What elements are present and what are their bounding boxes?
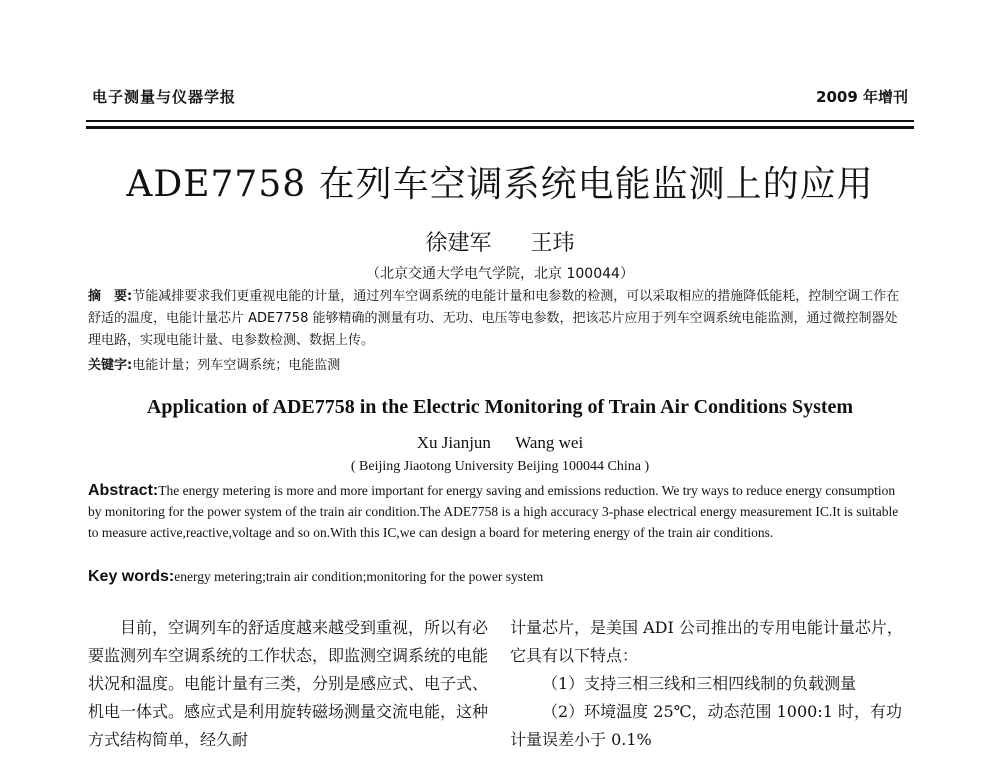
keywords-cn-text: 电能计量；列车空调系统；电能监测 (132, 358, 341, 373)
author-en-1: Xu Jianjun (416, 433, 491, 452)
keywords-en-text: energy metering;train air condition;monitoring for the power system (174, 569, 544, 584)
abstract-cn (88, 286, 906, 352)
feature-item-1: （1）支持三相三线和三相四线制的负载测量 (542, 674, 857, 693)
journal-name: 电子测量与仪器学报 (92, 88, 237, 106)
paper-title-cn: ADE7758 在列车空调系统电能监测上的应用 (126, 164, 874, 205)
author-en-2: Wang wei (515, 433, 584, 452)
feature-item-2: （2）环境温度 25℃，动态范围 1000:1 时，有功计量误差小于 0.1% (510, 702, 902, 749)
body-column-left (88, 614, 488, 754)
body-paragraph-left: 目前，空调列车的舒适度越来越受到重视，所以有必要监测列车空调系统的工作状态，即监测空调系统的电能状况和温度。电能计量有三类，分别是感应式、电子式、机电一体式。感应式是利用旋转磁场测量交流电能，这种方式结构简单，经久耐 (88, 618, 489, 749)
affiliation-cn: （北京交通大学电气学院，北京 100044） (366, 266, 634, 282)
body-paragraph-right: 计量芯片，是美国 ADI 公司推出的专用电能计量芯片，它具有以下特点： (510, 618, 903, 665)
body-column-right (510, 614, 910, 754)
keywords-en-label: Key words: (88, 568, 175, 585)
header-rule-thin (86, 120, 914, 122)
keywords-cn (88, 354, 906, 373)
keywords-cn-label: 关键字: (88, 358, 133, 373)
header-rule-thick (86, 126, 914, 129)
authors-cn (0, 226, 1000, 257)
author-cn-1: 徐建军 (425, 231, 492, 256)
keywords-en (88, 568, 902, 586)
abstract-en-text: The energy metering is more and more important for energy saving and emissions reduction. We try ways to reduce energy consumption by monitoring for the power system of the train air condition.The ADE7758 is a high accuracy 3-phase electrical energy measurement IC.It is suitable to measure active,reactive,voltage and so on.With this IC,we can design a board for metering energy of the train air conditions. (88, 483, 899, 540)
issue-label: 2009 年增刊 (816, 88, 908, 106)
paper-title-en: Application of ADE7758 in the Electric Monitoring of Train Air Conditions System (146, 396, 854, 418)
affiliation-en: ( Beijing Jiaotong University Beijing 100044 China ) (350, 459, 650, 474)
abstract-cn-text: 节能减排要求我们更重视电能的计量，通过列车空调系统的电能计量和电参数的检测，可以采取相应的措施降低能耗，控制空调工作在舒适的温度，电能计量芯片 ADE7758 能够精确的测量有功、无功、电压等电参数，把该芯片应用于列车空调系统电能监测，通过微控制器处理电路，实现电能计量、电参数检测、数据上传。 (88, 289, 900, 348)
authors-en (0, 433, 1000, 453)
abstract-en (88, 480, 902, 543)
abstract-en-label: Abstract: (88, 482, 159, 499)
abstract-cn-label: 摘 要: (88, 289, 133, 304)
author-cn-2: 王玮 (530, 231, 575, 256)
